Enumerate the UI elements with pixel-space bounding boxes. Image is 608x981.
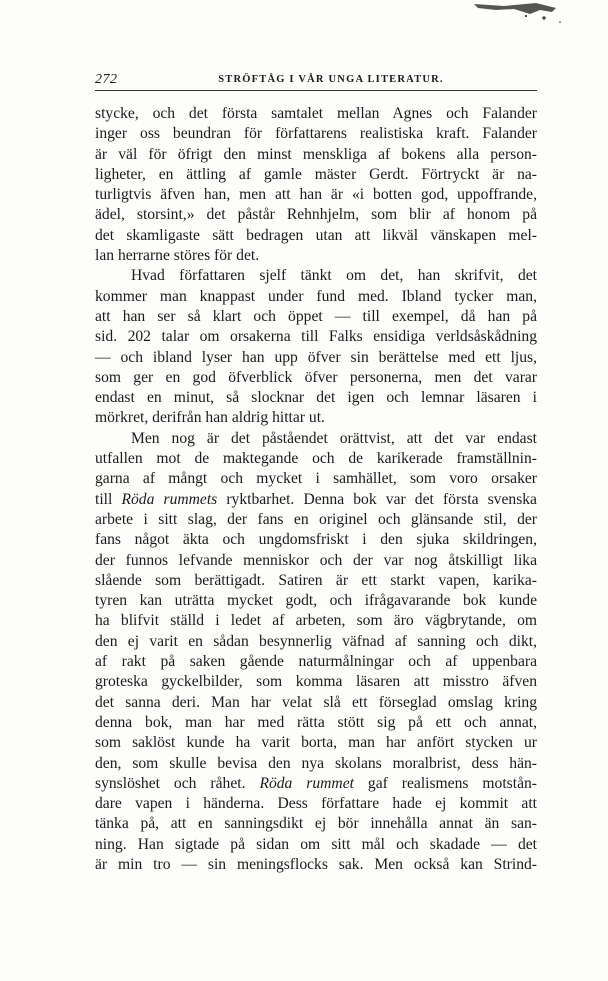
text-line: dare vapen i händerna. Dess författare hade ej kommit att bbox=[95, 795, 537, 813]
text-line: det sanna deri. Man har velat slå ett förseglad omslag kring bbox=[95, 693, 537, 711]
text-line: att han ser så klart och öppet — till exempel, då han på bbox=[95, 307, 537, 325]
text-line: den, som skulle bevisa den nya skolans moralbrist, dess hän- bbox=[95, 754, 537, 772]
text-fragment: ryktbarhet. Denna bok var det första svenska bbox=[226, 490, 537, 508]
text-line: ning. Han sigtade på sidan om sitt mål och skadade — det bbox=[95, 835, 537, 853]
paragraph-start-line: Men nog är det påståendet orättvist, att det var endast bbox=[131, 429, 537, 447]
text-line: ha blifvit ställd i ledet af arbeten, som äro vägbrytande, om bbox=[95, 612, 537, 630]
book-title-italic: Röda rummet bbox=[259, 774, 354, 792]
text-line: tyren kan uträtta mycket godt, och ifrågavarande bok kunde bbox=[95, 592, 537, 610]
text-line: fans något äkta och ungdomsfriskt i den sjuka skildringen, bbox=[95, 531, 537, 549]
text-line: lan herrarne störes för det. bbox=[95, 247, 260, 265]
text-line: ligheter, en ättling af gamle mäster Gerdt. Förtryckt är na- bbox=[95, 165, 537, 183]
text-line: slående som berättigadt. Satiren är ett starkt vapen, karika- bbox=[95, 571, 537, 589]
text-fragment: synslöshet och råhet. bbox=[95, 774, 246, 792]
book-title-italic: Röda rummets bbox=[121, 490, 218, 508]
text-line: endast en minut, så slocknar det igen och lemnar läsaren i bbox=[95, 389, 537, 407]
text-line: som ger en god öfverblick öfver personerna, men det varar bbox=[95, 368, 537, 386]
text-line: af rakt på saken gående naturmålningar och af uppenbara bbox=[95, 653, 537, 671]
text-line: turligtvis äfven han, men att han är «i botten god, uppoffrande, bbox=[95, 186, 537, 204]
text-line: är väl för öfrigt den minst menskliga af bokens alla person- bbox=[95, 145, 537, 163]
text-line: som saklöst kunde ha varit borta, man har anfört stycken ur bbox=[95, 734, 537, 752]
text-line-with-title bbox=[95, 774, 537, 794]
text-line: kommer man knappast under fund med. Ibland tycker man, bbox=[95, 287, 537, 305]
text-line: — och ibland lyser han upp öfver sin berättelse med ett ljus, bbox=[95, 348, 537, 366]
text-line: der funnos lefvande menniskor och der var nog åtskilligt lika bbox=[95, 551, 537, 569]
paragraph-start-line: Hvad författaren sjelf tänkt om det, han skrifvit, det bbox=[131, 267, 537, 285]
text-line: det skamligaste sätt bedragen utan att likväl vänskapen mel- bbox=[95, 226, 537, 244]
text-line: sid. 202 talar om orsakerna till Falks ensidiga verldsåskådning bbox=[95, 328, 537, 346]
text-line: den ej varit en sådan besynnerlig väfnad af sanning och dikt, bbox=[95, 632, 537, 650]
text-fragment: till bbox=[95, 490, 113, 508]
text-line: mörkret, derifrån han aldrig hittar ut. bbox=[95, 409, 325, 427]
text-line: denna bok, man har med rätta stött sig på ett och annat, bbox=[95, 713, 537, 731]
running-title: STRÖFTÅG I VÅR UNGA LITERATUR. bbox=[218, 74, 444, 85]
text-line: garna af mångt och mycket i samhället, som voro orsaker bbox=[95, 470, 537, 488]
text-line: är min tro — sin meningsflocks sak. Men också kan Strind- bbox=[95, 855, 537, 873]
running-header bbox=[95, 72, 537, 91]
text-line: arbete i sitt slag, der fans en originel och glänsande stil, der bbox=[95, 510, 537, 528]
body-text bbox=[95, 104, 537, 875]
text-line: inger oss beundran för författarens realistiska kraft. Falander bbox=[95, 125, 537, 143]
text-line: tänka på, att en sanningsdikt ej bör innehålla annat än san- bbox=[95, 815, 537, 833]
text-line: ädel, storsint,» det påstår Rehnhjelm, som blir af honom på bbox=[95, 206, 537, 224]
text-line: utfallen mot de maktegande och de karikerade framställnin- bbox=[95, 450, 537, 468]
page-speck-marks bbox=[444, 0, 564, 26]
text-line: stycke, och det första samtalet mellan Agnes och Falander bbox=[95, 105, 537, 122]
text-fragment: gaf realismens motstån- bbox=[367, 774, 537, 792]
page-number: 272 bbox=[95, 72, 118, 87]
text-line-with-title bbox=[95, 490, 537, 510]
text-line: groteska gyckelbilder, som komma läsaren att misstro äfven bbox=[95, 673, 537, 691]
